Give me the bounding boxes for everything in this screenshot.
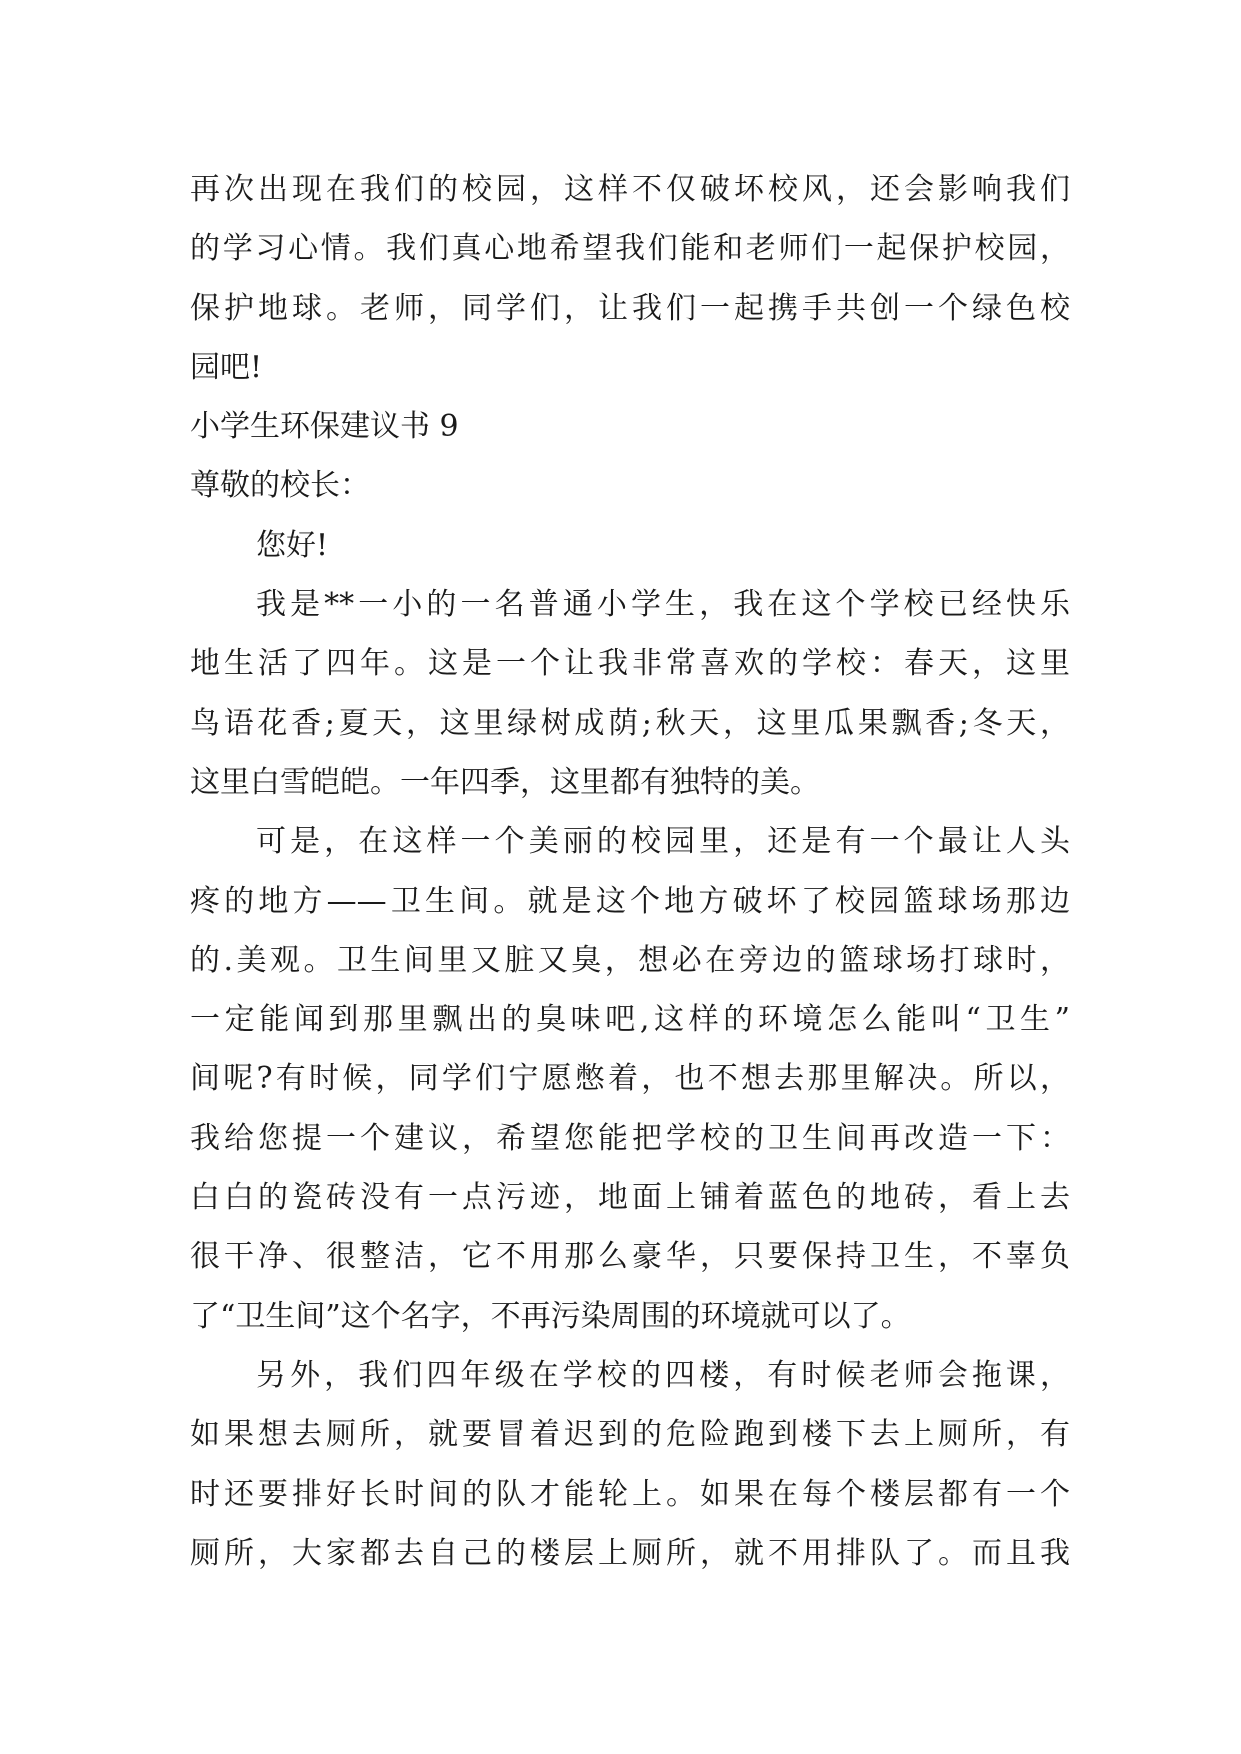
salutation: 尊敬的校长： [190,468,370,504]
text-line: 这里白雪皑皑。一年四季，这里都有独特的美。 [190,764,820,800]
text-line: 的.美观。卫生间里又脏又臭，想必在旁边的篮球场打球时， [190,942,1070,978]
text-line: 地生活了四年。这是一个让我非常喜欢的学校：春天，这里 [190,646,1070,682]
text-line: 的学习心情。我们真心地希望我们能和老师们一起保护校园， [190,231,1070,267]
text-line: 另外，我们四年级在学校的四楼，有时候老师会拖课， [256,1357,1070,1393]
text-line: 园吧! [190,349,263,385]
text-line: 白白的瓷砖没有一点污迹，地面上铺着蓝色的地砖，看上去 [190,1180,1070,1216]
text-line: 鸟语花香;夏天，这里绿树成荫;秋天，这里瓜果飘香;冬天， [190,705,1070,741]
text-line: 一定能闻到那里飘出的臭味吧,这样的环境怎么能叫“卫生” [190,1002,1070,1038]
section-title: 小学生环保建议书 9 [190,409,459,445]
text-line: 可是，在这样一个美丽的校园里，还是有一个最让人头 [256,824,1070,860]
text-line: 厕所，大家都去自己的楼层上厕所，就不用排队了。而且我 [190,1535,1070,1571]
text-line: 再次出现在我们的校园，这样不仅破坏校风，还会影响我们 [190,172,1070,207]
document-body [190,160,1070,1583]
text-line: 我是**一小的一名普通小学生，我在这个学校已经快乐 [256,587,1070,623]
text-line: 我给您提一个建议，希望您能把学校的卫生间再改造一下： [190,1120,1070,1156]
text-line: 间呢?有时候，同学们宁愿憋着，也不想去那里解决。所以， [190,1061,1070,1097]
text-line: 时还要排好长时间的队才能轮上。如果在每个楼层都有一个 [190,1476,1070,1512]
greeting: 您好! [256,527,329,563]
text-line: 了“卫生间”这个名字，不再污染周围的环境就可以了。 [190,1298,911,1334]
text-line: 疼的地方——卫生间。就是这个地方破坏了校园篮球场那边 [190,883,1070,919]
text-line: 很干净、很整洁，它不用那么豪华，只要保持卫生，不辜负 [190,1239,1070,1275]
text-line: 如果想去厕所，就要冒着迟到的危险跑到楼下去上厕所，有 [190,1417,1070,1453]
text-line: 保护地球。老师，同学们，让我们一起携手共创一个绿色校 [190,290,1070,326]
